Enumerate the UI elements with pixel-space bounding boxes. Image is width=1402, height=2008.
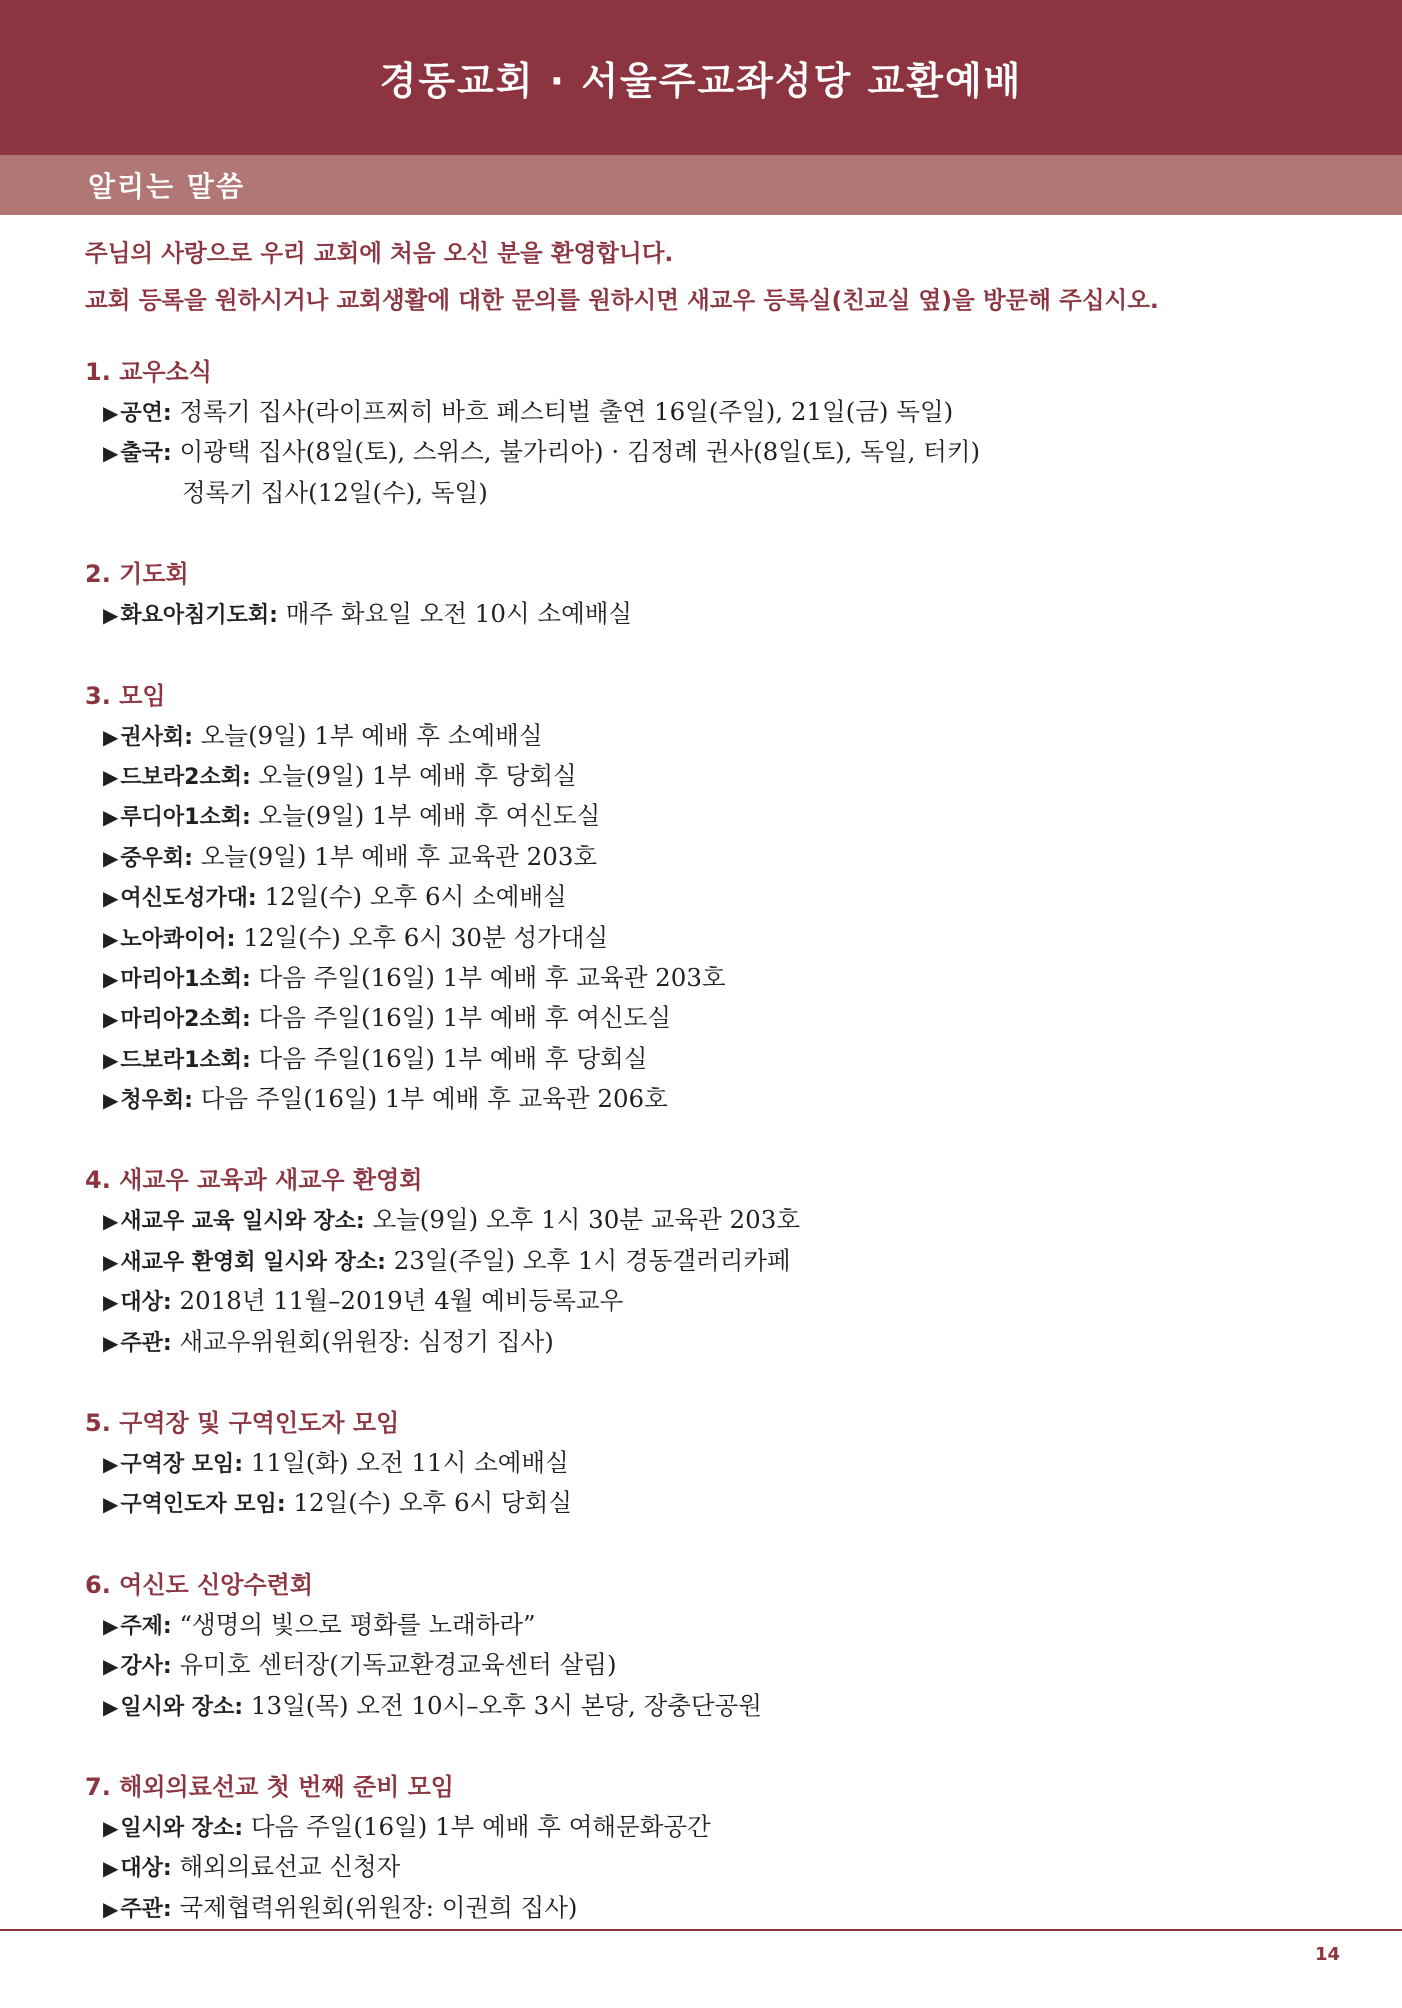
item-value: 해외의료선교 신청자 xyxy=(171,1852,401,1882)
announcement-section xyxy=(85,676,1345,1120)
item-label: 마리아1소회: xyxy=(120,966,251,992)
announcement-item xyxy=(85,756,1345,796)
item-value: 2018년 11월–2019년 4월 예비등록교우 xyxy=(171,1286,624,1316)
announcement-section xyxy=(85,554,1345,634)
intro-line-2: 교회 등록을 원하시거나 교회생활에 대한 문의를 원하시면 새교우 등록실(친교실 옆)을 방문해 주십시오. xyxy=(85,286,1159,314)
announcement-item xyxy=(85,796,1345,836)
bullet-arrow-icon: ▶ xyxy=(103,1290,119,1315)
item-value: 다음 주일(16일) 1부 예배 후 당회실 xyxy=(250,1043,648,1073)
footer-rule xyxy=(0,1929,1402,1931)
section-banner xyxy=(0,155,1402,215)
bullet-arrow-icon: ▶ xyxy=(103,1452,119,1477)
announcement-section xyxy=(85,1565,1345,1726)
announcement-item xyxy=(85,958,1345,998)
bullet-arrow-icon: ▶ xyxy=(103,1047,119,1072)
bullet-arrow-icon: ▶ xyxy=(103,926,119,951)
item-label: 드보라1소회: xyxy=(120,1047,251,1073)
item-continuation: 정록기 집사(12일(수), 독일) xyxy=(182,477,488,507)
item-label: 구역장 모임: xyxy=(120,1452,244,1478)
item-value: 다음 주일(16일) 1부 예배 후 교육관 206호 xyxy=(192,1084,668,1114)
announcement-item xyxy=(85,1807,1345,1847)
item-label: 일시와 장소: xyxy=(120,1815,244,1841)
bullet-arrow-icon: ▶ xyxy=(103,441,119,466)
item-label: 출국: xyxy=(120,441,172,467)
announcement-item xyxy=(85,1079,1345,1119)
item-label: 일시와 장소: xyxy=(120,1694,244,1720)
item-value: 오늘(9일) 1부 예배 후 여신도실 xyxy=(250,801,601,831)
bullet-arrow-icon: ▶ xyxy=(103,805,119,830)
bullet-arrow-icon: ▶ xyxy=(103,603,119,628)
item-value: 오늘(9일) 오후 1시 30분 교육관 203호 xyxy=(364,1205,800,1235)
item-value: 12일(수) 오후 6시 소예배실 xyxy=(256,882,567,912)
announcement-item xyxy=(85,1039,1345,1079)
bullet-arrow-icon: ▶ xyxy=(103,1613,119,1638)
announcement-item xyxy=(85,1443,1345,1483)
section-title: 1. 교우소식 xyxy=(85,358,212,386)
item-label: 대상: xyxy=(120,1290,172,1316)
item-label: 주제: xyxy=(120,1613,172,1639)
bullet-arrow-icon: ▶ xyxy=(103,1007,119,1032)
item-label: 중우회: xyxy=(120,845,193,871)
item-value: 이광택 집사(8일(토), 스위스, 불가리아) · 김정례 권사(8일(토), 독일, 터키) xyxy=(171,437,981,467)
section-title: 5. 구역장 및 구역인도자 모임 xyxy=(85,1409,400,1438)
announcement-section xyxy=(85,1767,1345,1928)
item-label: 주관: xyxy=(120,1896,172,1922)
section-title: 7. 해외의료선교 첫 번째 준비 모임 xyxy=(85,1772,454,1801)
announcement-section xyxy=(85,1160,1345,1362)
announcement-item xyxy=(85,877,1345,917)
bullet-arrow-icon: ▶ xyxy=(103,1896,119,1921)
item-label: 노아콰이어: xyxy=(120,926,236,952)
announcement-item xyxy=(85,432,1345,472)
section-title: 6. 여신도 신앙수련회 xyxy=(85,1570,313,1599)
item-value: 12일(수) 오후 6시 당회실 xyxy=(285,1488,572,1518)
announcement-item xyxy=(85,837,1345,877)
announcements-list xyxy=(85,352,1345,1969)
item-value: “생명의 빛으로 평화를 노래하라” xyxy=(171,1609,536,1639)
item-label: 마리아2소회: xyxy=(120,1007,251,1033)
item-label: 새교우 환영회 일시와 장소: xyxy=(120,1249,386,1275)
item-label: 청우회: xyxy=(120,1088,193,1114)
announcement-section xyxy=(85,352,1345,513)
section-banner-label: 알리는 말씀 xyxy=(88,170,245,203)
bullet-arrow-icon: ▶ xyxy=(103,724,119,749)
announcement-item xyxy=(85,1322,1345,1362)
bullet-arrow-icon: ▶ xyxy=(103,1492,119,1517)
announcement-item xyxy=(85,1281,1345,1321)
item-value: 12일(수) 오후 6시 30분 성가대실 xyxy=(235,922,609,952)
item-value: 다음 주일(16일) 1부 예배 후 교육관 203호 xyxy=(250,962,726,992)
announcement-item xyxy=(85,1241,1345,1281)
item-value: 정록기 집사(라이프찌히 바흐 페스티벌 출연 16일(주일), 21일(금) 독일) xyxy=(171,397,954,426)
section-title: 2. 기도회 xyxy=(85,560,189,589)
welcome-intro xyxy=(85,230,1345,324)
item-value: 다음 주일(16일) 1부 예배 후 여신도실 xyxy=(250,1003,672,1033)
announcement-item xyxy=(85,998,1345,1038)
announcement-item xyxy=(85,1605,1345,1645)
page-title: 경동교회 · 서울주교좌성당 교환예배 xyxy=(379,59,1023,103)
announcement-item xyxy=(85,918,1345,958)
announcement-item xyxy=(85,1645,1345,1685)
item-value: 매주 화요일 오전 10시 소예배실 xyxy=(277,599,633,629)
announcement-item xyxy=(85,1888,1345,1928)
item-label: 공연: xyxy=(120,401,172,426)
item-label: 대상: xyxy=(120,1856,172,1882)
item-value: 국제협력위원회(위원장: 이권희 집사) xyxy=(171,1892,578,1922)
bullet-arrow-icon: ▶ xyxy=(103,1249,119,1274)
announcement-item xyxy=(85,594,1345,634)
bullet-arrow-icon: ▶ xyxy=(103,1654,119,1679)
bullet-arrow-icon: ▶ xyxy=(103,1694,119,1719)
item-label: 드보라2소회: xyxy=(120,764,251,790)
item-label: 구역인도자 모임: xyxy=(120,1492,286,1518)
announcement-section xyxy=(85,1403,1345,1524)
bullet-arrow-icon: ▶ xyxy=(103,764,119,789)
item-label: 주관: xyxy=(120,1330,172,1356)
announcement-item xyxy=(85,1200,1345,1240)
item-value: 13일(목) 오전 10시–오후 3시 본당, 장충단공원 xyxy=(243,1690,762,1720)
intro-line-1: 주님의 사랑으로 우리 교회에 처음 오신 분을 환영합니다. xyxy=(85,239,674,267)
bullet-arrow-icon: ▶ xyxy=(103,966,119,991)
item-value: 23일(주일) 오후 1시 경동갤러리카페 xyxy=(385,1245,791,1275)
item-label: 새교우 교육 일시와 장소: xyxy=(120,1209,365,1235)
bullet-arrow-icon: ▶ xyxy=(103,1209,119,1234)
section-title: 3. 모임 xyxy=(85,681,166,710)
bullet-arrow-icon: ▶ xyxy=(103,1088,119,1113)
bullet-arrow-icon: ▶ xyxy=(103,845,119,870)
item-label: 강사: xyxy=(120,1654,172,1680)
announcement-item xyxy=(85,1483,1345,1523)
announcement-item xyxy=(85,1686,1345,1726)
item-value: 유미호 센터장(기독교환경교육센터 살림) xyxy=(171,1650,617,1680)
item-value: 다음 주일(16일) 1부 예배 후 여해문화공간 xyxy=(243,1811,711,1841)
bullet-arrow-icon: ▶ xyxy=(103,1330,119,1355)
bullet-arrow-icon: ▶ xyxy=(103,886,119,911)
item-value: 오늘(9일) 1부 예배 후 당회실 xyxy=(250,760,577,790)
section-title: 4. 새교우 교육과 새교우 환영회 xyxy=(85,1166,423,1195)
item-label: 화요아침기도회: xyxy=(120,603,278,629)
item-value: 오늘(9일) 1부 예배 후 소예배실 xyxy=(192,720,543,750)
bullet-arrow-icon: ▶ xyxy=(103,401,119,425)
announcement-item xyxy=(85,392,1345,432)
announcement-item xyxy=(85,716,1345,756)
item-value: 11일(화) 오전 11시 소예배실 xyxy=(243,1448,569,1478)
bullet-arrow-icon: ▶ xyxy=(103,1815,119,1840)
item-label: 여신도성가대: xyxy=(120,886,257,912)
item-label: 권사회: xyxy=(120,724,193,750)
item-value: 새교우위원회(위원장: 심정기 집사) xyxy=(171,1326,554,1356)
item-label: 루디아1소회: xyxy=(120,805,251,831)
item-value: 오늘(9일) 1부 예배 후 교육관 203호 xyxy=(192,841,598,871)
page-number: 14 xyxy=(1314,1944,1340,1965)
top-banner xyxy=(0,0,1402,155)
announcement-item xyxy=(85,1847,1345,1887)
bullet-arrow-icon: ▶ xyxy=(103,1856,119,1881)
